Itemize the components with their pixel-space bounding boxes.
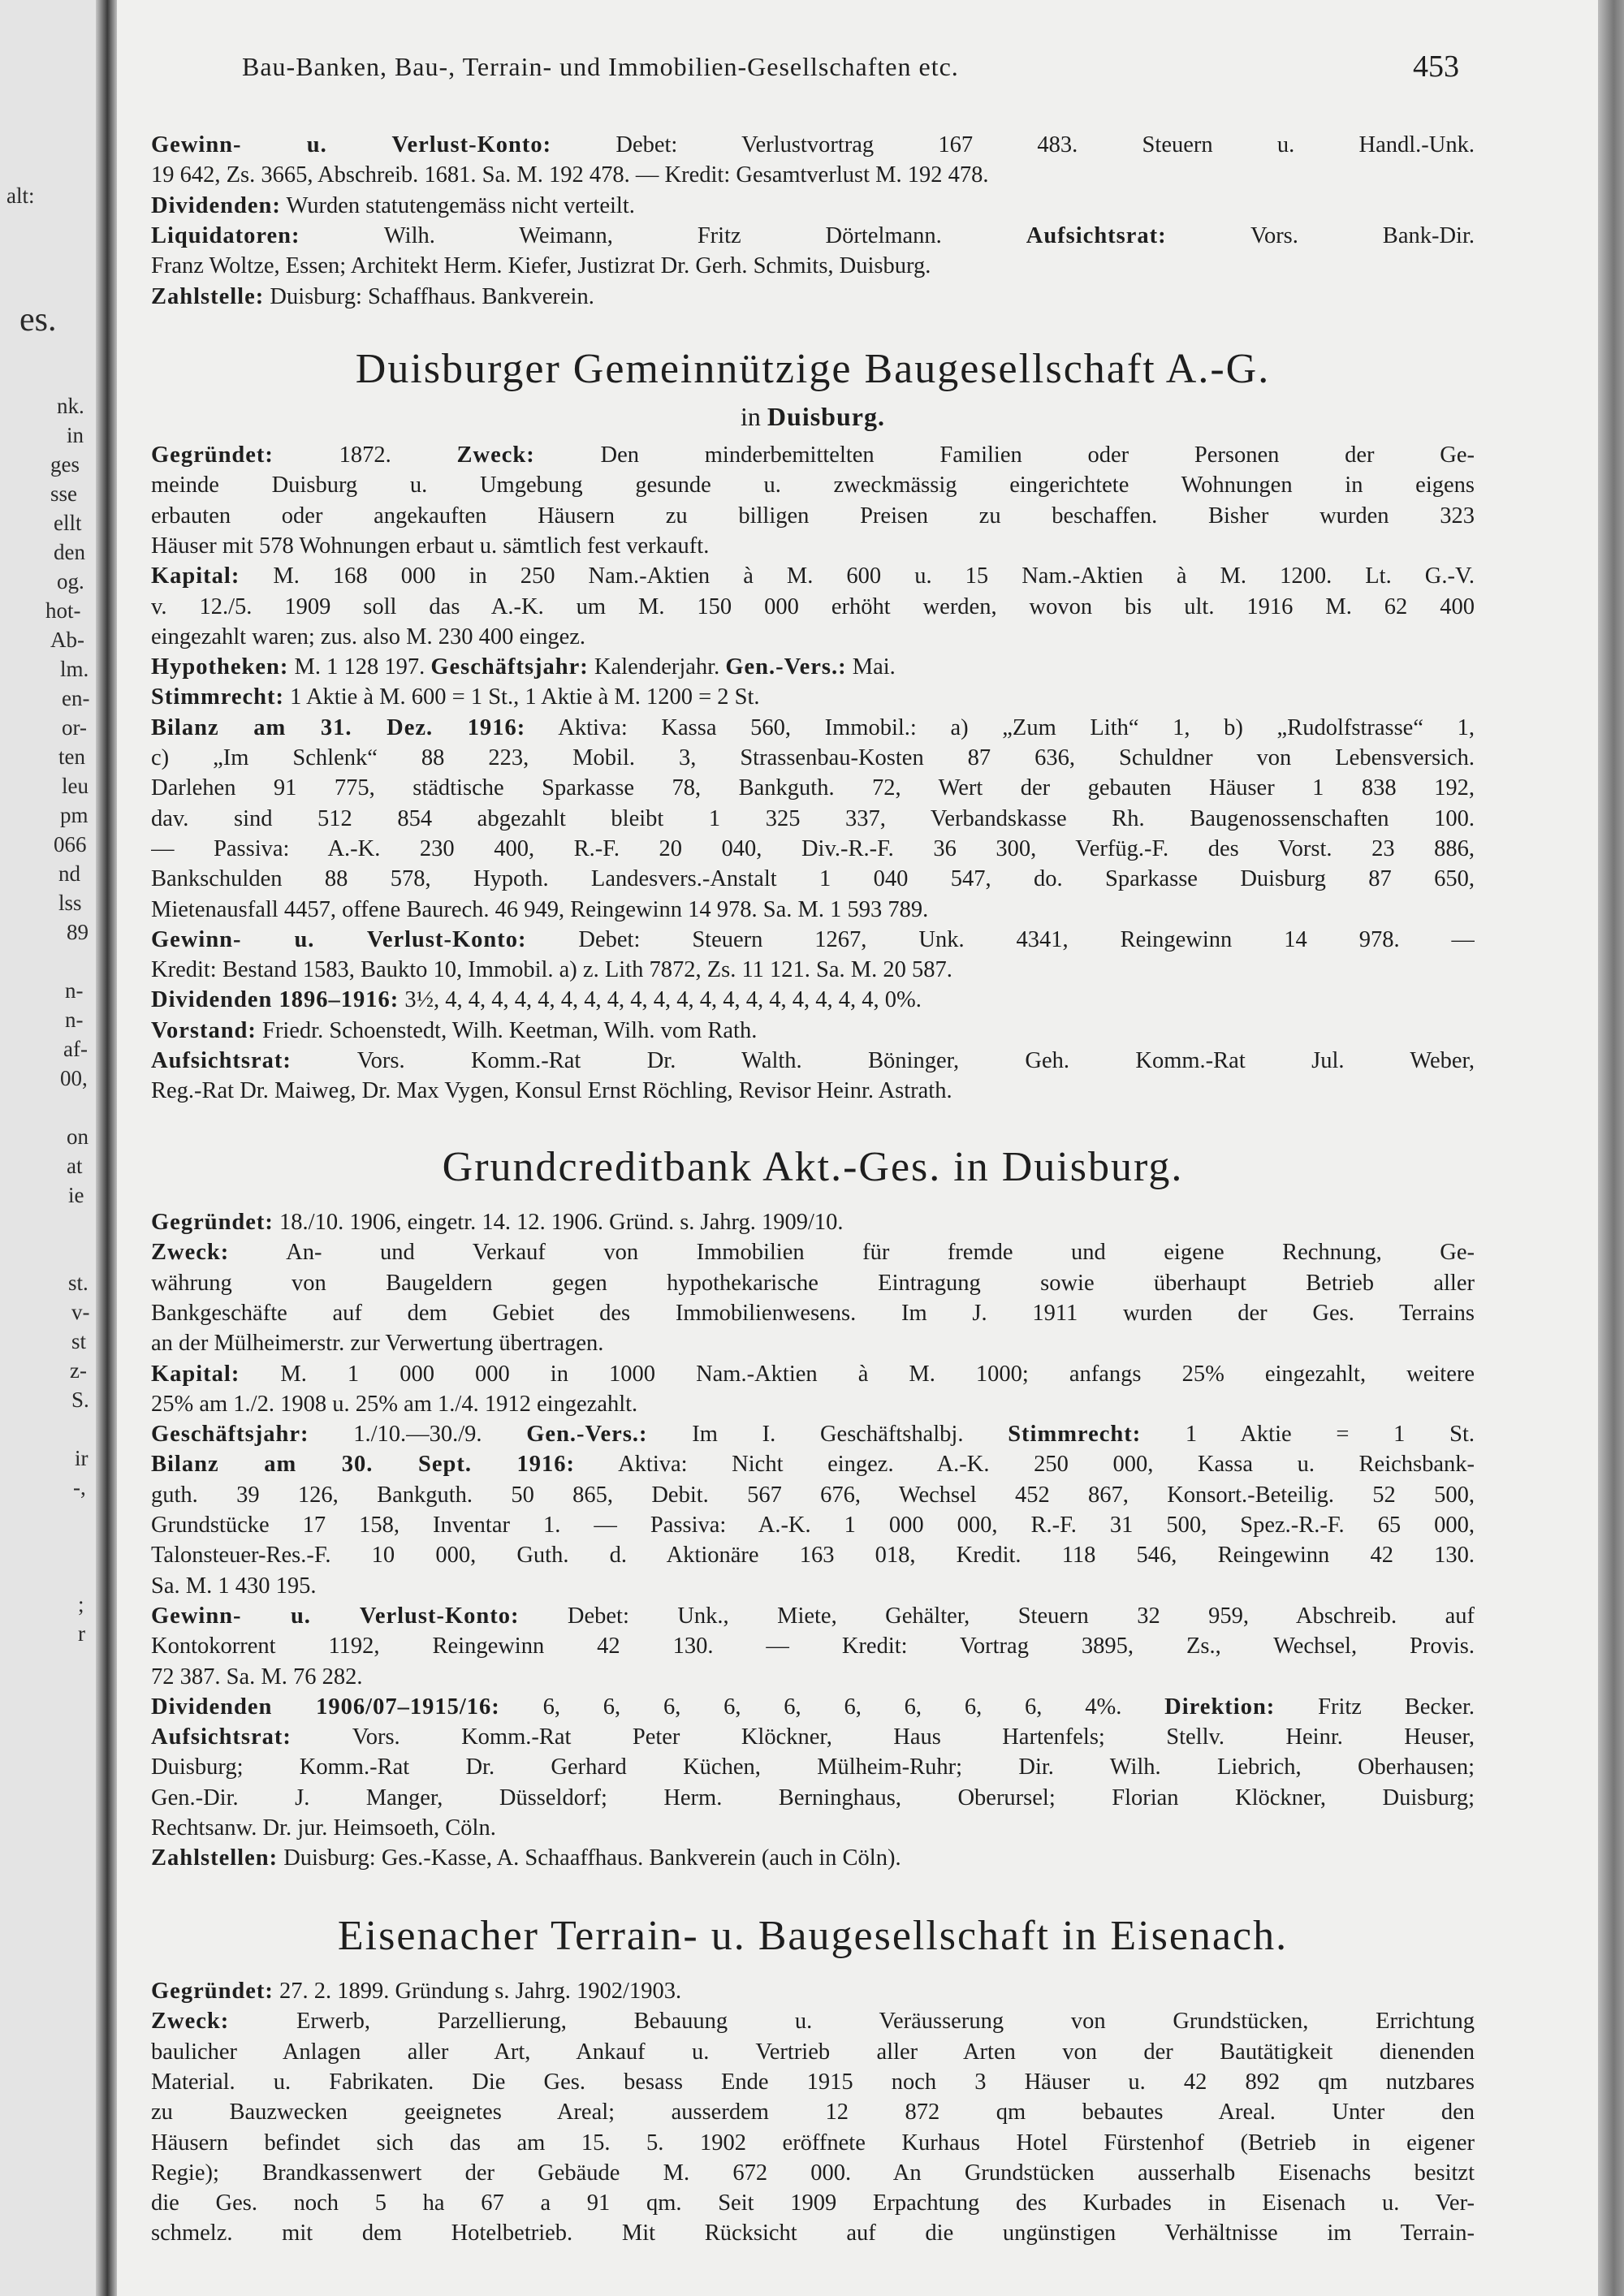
field-label: Bilanz am 30. Sept. 1916:	[151, 1452, 576, 1478]
text-line	[151, 503, 1475, 529]
field-text: — Passiva: A.-K. 230 400, R.-F. 20 040, Div.-R.-F. 36 300, Verfüg.-F. des Vorst. 23 886,	[151, 835, 1475, 861]
field-text: währung von Baugeldern gegen hypothekarische Eintragung sowie überhaupt Betrieb aller	[151, 1270, 1475, 1296]
field-text: Debet: Verlustvortrag 167 483. Steuern u. Handl.-Unk.	[551, 132, 1475, 158]
field-text: M. 168 000 in 250 Nam.-Aktien à M. 600 u. 15 Nam.-Aktien à M. 1200. Lt. G.-V.	[240, 563, 1475, 589]
field-text: Debet: Unk., Miete, Gehälter, Steuern 32 959, Abschreib. auf	[519, 1603, 1475, 1629]
field-text: Vors. Komm.-Rat Dr. Walth. Böninger, Geh. Komm.-Rat Jul. Weber,	[291, 1048, 1475, 1073]
field-label: Gegründet:	[151, 442, 274, 468]
field-text: Darlehen 91 775, städtische Sparkasse 78, Bankguth. 72, Wert der gebauten Häuser 1 838 192,	[151, 775, 1475, 801]
field-label: Liquidatoren:	[151, 222, 300, 248]
margin-fragment: n-	[65, 1008, 84, 1032]
margin-fragment: en-	[62, 686, 90, 710]
text-line	[151, 624, 1475, 650]
field-label: Zahlstellen:	[151, 1845, 279, 1871]
margin-fragment: 066	[54, 832, 87, 857]
margin-fragment: v-	[71, 1300, 90, 1324]
margin-fragment: alt:	[6, 183, 35, 208]
text-line	[151, 284, 1475, 309]
field-text: 25% am 1./2. 1908 u. 25% am 1./4. 1912 eingezahlt.	[151, 1391, 638, 1417]
text-line	[151, 473, 1475, 498]
text-line	[151, 2190, 1475, 2216]
field-text: Im I. Geschäftshalbj.	[647, 1422, 964, 1448]
field-text: Duisburg; Komm.-Rat Dr. Gerhard Küchen, Mülheim-Ruhr; Dir. Wilh. Liebrich, Oberhausen;	[151, 1754, 1475, 1780]
field-text: Wilh. Weimann, Fritz Dörtelmann.	[300, 222, 942, 248]
text-line	[151, 715, 1475, 740]
text-line	[151, 594, 1475, 619]
text-line	[151, 1078, 1475, 1103]
margin-fragment: lss	[58, 891, 82, 915]
text-line	[151, 1271, 1475, 1296]
field-text: Franz Woltze, Essen; Architekt Herm. Kiefer, Justizrat Dr. Gerh. Schmits, Duisburg.	[151, 253, 931, 279]
field-text: Fritz Becker.	[1275, 1694, 1475, 1720]
field-label: Gewinn- u. Verlust-Konto:	[151, 1603, 520, 1629]
field-label: Stimmrecht:	[1008, 1422, 1142, 1448]
text-line	[151, 253, 1475, 278]
text-line	[151, 775, 1475, 801]
text-line	[151, 223, 1475, 248]
text-line	[151, 193, 1475, 218]
margin-fragment: nd	[58, 861, 80, 886]
field-text: Grundstücke 17 158, Inventar 1. — Passiva: A.-K. 1 000 000, R.-F. 31 500, Spez.-R.-F. 65 000,	[151, 1513, 1475, 1538]
text-line	[151, 1240, 1475, 1265]
text-line	[151, 927, 1475, 952]
field-text: 3½, 4, 4, 4, 4, 4, 4, 4, 4, 4, 4, 4, 4, 4, 4, 4, 4, 4, 4, 4, 0%.	[399, 987, 922, 1013]
field-label: Gen.-Vers.:	[526, 1422, 648, 1448]
text-line	[151, 1018, 1475, 1043]
text-line	[151, 957, 1475, 982]
field-text: 19 642, Zs. 3665, Abschreib. 1681. Sa. M. 192 478. — Kredit: Gesamtverlust M. 192 478.	[151, 162, 989, 188]
text-line	[151, 2069, 1475, 2095]
margin-fragment: Ab-	[50, 628, 84, 652]
text-line	[151, 1979, 1475, 2004]
field-label: Aufsichtsrat:	[1026, 222, 1167, 248]
field-label: Zahlstelle:	[151, 283, 265, 309]
field-label: Dividenden:	[151, 192, 281, 218]
field-text: Den minderbemittelten Familien oder Personen der Ge-	[534, 442, 1475, 468]
field-text: Wurden statutengemäss nicht verteilt.	[280, 192, 635, 218]
field-text: Rechtsanw. Dr. jur. Heimsoeth, Cöln.	[151, 1815, 496, 1841]
text-line	[151, 1845, 1475, 1871]
field-text: dav. sind 512 854 abgezahlt bleibt 1 325 337, Verbandskasse Rh. Baugenossenschaften 100.	[151, 805, 1475, 831]
margin-fragment: den	[54, 540, 85, 564]
field-text: Duisburg: Schaffhaus. Bankverein.	[264, 283, 594, 309]
margin-fragment: hot-	[45, 598, 81, 623]
field-text: 1872.	[273, 442, 391, 468]
field-text: Aktiva: Kassa 560, Immobil.: a) „Zum Lith“ 1, b) „Rudolfstrasse“ 1,	[525, 714, 1475, 740]
entry-title: Eisenacher Terrain- u. Baugesellschaft in Eisenach.	[337, 1913, 1289, 1959]
margin-fragment: ges	[50, 452, 80, 477]
text-line	[151, 1785, 1475, 1810]
text-line	[151, 1048, 1475, 1073]
field-text: erbauten oder angekauften Häusern zu billigen Preisen zu beschaffen. Bisher wurden 323	[151, 503, 1475, 529]
margin-fragment: 89	[67, 920, 89, 944]
margin-fragment: st	[71, 1329, 87, 1353]
field-text: 6, 6, 6, 6, 6, 6, 6, 6, 6, 4%.	[499, 1694, 1122, 1720]
margin-fragment: r	[78, 1621, 85, 1646]
field-text: guth. 39 126, Bankguth. 50 865, Debit. 567 676, Wechsel 452 867, Konsort.-Beteilig. 52 500,	[151, 1482, 1475, 1508]
field-text: Bankgeschäfte auf dem Gebiet des Immobilienwesens. Im J. 1911 wurden der Ges. Terrains	[151, 1300, 1475, 1326]
field-text: Friedr. Schoenstedt, Wilh. Keetman, Wilh. vom Rath.	[256, 1017, 758, 1043]
field-label: Aufsichtsrat:	[151, 1724, 292, 1750]
text-line	[151, 1331, 1475, 1356]
text-line	[151, 745, 1475, 770]
field-text: Kredit: Bestand 1583, Baukto 10, Immobil. a) z. Lith 7872, Zs. 11 121. Sa. M. 20 587.	[151, 957, 952, 983]
field-label: Kapital:	[151, 1361, 240, 1387]
text-line	[151, 836, 1475, 861]
margin-fragment: sse	[50, 481, 77, 506]
field-label: Gewinn- u. Verlust-Konto:	[151, 926, 527, 952]
margin-fragment: og.	[57, 569, 84, 593]
text-line	[151, 2130, 1475, 2156]
text-line	[151, 1210, 1475, 1235]
text-line	[151, 162, 1475, 188]
field-label: Gegründet:	[151, 1979, 274, 2004]
text-line	[151, 654, 1475, 680]
field-text: zu Bauzwecken geeignetes Areal; ausserdem 12 872 qm bebautes Areal. Unter den	[151, 2100, 1475, 2126]
field-label: Dividenden 1896–1916:	[151, 987, 400, 1013]
field-text: Häuser mit 578 Wohnungen erbaut u. sämtlich fest verkauft.	[151, 533, 710, 559]
text-line	[151, 987, 1475, 1012]
margin-fragment: leu	[62, 774, 89, 798]
field-text: Sa. M. 1 430 195.	[151, 1573, 317, 1599]
field-text: Aktiva: Nicht eingez. A.-K. 250 000, Kassa u. Reichsbank-	[575, 1452, 1475, 1478]
field-text: v. 12./5. 1909 soll das A.-K. um M. 150 000 erhöht werden, wovon bis ult. 1916 M. 62 400	[151, 593, 1475, 619]
field-text: 18./10. 1906, eingetr. 14. 12. 1906. Gründ. s. Jahrg. 1909/10.	[273, 1210, 844, 1235]
field-text: Gen.-Dir. J. Manger, Düsseldorf; Herm. Berninghaus, Oberursel; Florian Klöckner, Duisburg;	[151, 1785, 1475, 1810]
field-label: Gen.-Vers.:	[725, 654, 847, 680]
text-line	[151, 2039, 1475, 2065]
text-line	[151, 2100, 1475, 2125]
field-text: meinde Duisburg u. Umgebung gesunde u. zweckmässig eingerichtete Wohnungen in eigens	[151, 473, 1475, 498]
margin-fragment: es.	[19, 301, 57, 339]
field-text: Mietenausfall 4457, offene Baurech. 46 949, Reingewinn 14 978. Sa. M. 1 593 789.	[151, 896, 929, 922]
field-text: An- und Verkauf von Immobilien für fremde und eigene Rechnung, Ge-	[229, 1240, 1475, 1266]
field-text: Erwerb, Parzellierung, Bebauung u. Veräusserung von Grundstücken, Errichtung	[229, 2009, 1475, 2035]
field-label: Geschäftsjahr:	[151, 1422, 309, 1448]
entry-title: Grundcreditbank Akt.-Ges. in Duisburg.	[442, 1144, 1184, 1190]
margin-fragment: z-	[70, 1358, 87, 1383]
text-line	[151, 1301, 1475, 1326]
field-text: Kontokorrent 1192, Reingewinn 42 130. — Kredit: Vortrag 3895, Zs., Wechsel, Provis.	[151, 1634, 1475, 1659]
field-label: Hypotheken:	[151, 654, 289, 680]
text-line	[151, 897, 1475, 922]
text-line	[151, 132, 1475, 158]
field-text: Duisburg: Ges.-Kasse, A. Schaaffhaus. Bankverein (auch in Cöln).	[278, 1845, 901, 1871]
entry-subtitle	[151, 402, 1475, 432]
field-text: Mai.	[846, 654, 896, 680]
running-head: Bau-Banken, Bau-, Terrain- und Immobilien-Gesellschaften etc.	[242, 52, 959, 81]
field-text: Bankschulden 88 578, Hypoth. Landesvers.-Anstalt 1 040 547, do. Sparkasse Duisburg 87 650,	[151, 866, 1475, 892]
page-number: 453	[1413, 50, 1459, 84]
page-edge	[1598, 0, 1624, 2296]
margin-fragment: S.	[71, 1388, 89, 1412]
field-label: Zweck:	[151, 1240, 230, 1266]
field-label: Aufsichtsrat:	[151, 1048, 292, 1073]
text-line	[151, 1694, 1475, 1720]
entry-title: Duisburger Gemeinnützige Baugesellschaft A.-G.	[355, 346, 1271, 392]
field-label: Gewinn- u. Verlust-Konto:	[151, 132, 552, 158]
text-line	[151, 1392, 1475, 1417]
field-label: Dividenden 1906/07–1915/16:	[151, 1694, 500, 1720]
text-line	[151, 533, 1475, 559]
text-line	[151, 1634, 1475, 1659]
text-line	[151, 684, 1475, 710]
field-text: M. 1 000 000 in 1000 Nam.-Aktien à M. 1000; anfangs 25% eingezahlt, weitere	[240, 1361, 1475, 1387]
margin-fragment: lm.	[60, 657, 89, 681]
text-line	[151, 1482, 1475, 1508]
field-text: Kalenderjahr.	[588, 654, 720, 680]
field-text: Talonsteuer-Res.-F. 10 000, Guth. d. Aktionäre 163 018, Kredit. 118 546, Reingewinn 42 130.	[151, 1543, 1475, 1569]
subtitle-prefix: in	[741, 402, 761, 431]
margin-fragment: ellt	[54, 511, 82, 535]
margin-fragment: st.	[68, 1271, 89, 1295]
text-line	[151, 442, 1475, 468]
text-line	[151, 2009, 1475, 2034]
text-line	[151, 866, 1475, 891]
text-line	[151, 1815, 1475, 1841]
margin-fragment: pm	[60, 803, 89, 827]
margin-fragment: n-	[65, 978, 84, 1003]
field-text: 72 387. Sa. M. 76 282.	[151, 1664, 363, 1690]
field-text: Häusern befindet sich das am 15. 5. 1902 eröffnete Kurhaus Hotel Fürstenhof (Betrieb in eigener	[151, 2130, 1475, 2156]
margin-fragment: in	[67, 423, 84, 447]
margin-fragment: nk.	[57, 394, 84, 418]
text-line	[151, 1543, 1475, 1568]
field-text: Regie); Brandkassenwert der Gebäude M. 672 000. An Grundstücken ausserhalb Eisenachs besitzt	[151, 2160, 1475, 2186]
field-label: Kapital:	[151, 563, 240, 589]
text-line	[151, 1724, 1475, 1750]
field-text: Material. u. Fabrikaten. Die Ges. besass Ende 1915 noch 3 Häuser u. 42 892 qm nutzbares	[151, 2069, 1475, 2095]
margin-fragment: ir	[75, 1446, 89, 1470]
text-line	[151, 1422, 1475, 1447]
field-text: 27. 2. 1899. Gründung s. Jahrg. 1902/1903.	[273, 1979, 682, 2004]
margin-fragment: or-	[62, 715, 87, 740]
field-text: Reg.-Rat Dr. Maiweg, Dr. Max Vygen, Konsul Ernst Röchling, Revisor Heinr. Astrath.	[151, 1078, 952, 1104]
text-line	[151, 1452, 1475, 1477]
margin-fragment: 00,	[60, 1066, 88, 1090]
text-line	[151, 1573, 1475, 1599]
field-label: Vorstand:	[151, 1017, 257, 1043]
text-line	[151, 563, 1475, 589]
text-line	[151, 1513, 1475, 1538]
text-line	[151, 2220, 1475, 2246]
margin-fragment: af-	[63, 1037, 88, 1061]
text-line	[151, 806, 1475, 831]
field-text: c) „Im Schlenk“ 88 223, Mobil. 3, Strassenbau-Kosten 87 636, Schuldner von Lebensversich.	[151, 745, 1475, 770]
field-text: die Ges. noch 5 ha 67 a 91 qm. Seit 1909 Erpachtung des Kurbades in Eisenach u. Ver-	[151, 2190, 1475, 2216]
margin-fragment: ;	[78, 1592, 84, 1616]
field-text: an der Mülheimerstr. zur Verwertung übertragen.	[151, 1331, 604, 1357]
text-line	[151, 1664, 1475, 1690]
field-label: Gegründet:	[151, 1210, 274, 1235]
field-label: Zweck:	[456, 442, 535, 468]
margin-fragment: -,	[73, 1475, 86, 1500]
field-text: 1./10.—30./9.	[309, 1422, 482, 1448]
field-label: Direktion:	[1164, 1694, 1276, 1720]
field-text: baulicher Anlagen aller Art, Ankauf u. Vertrieb aller Arten von der Bautätigkeit dienenden	[151, 2039, 1475, 2065]
field-text: 1 Aktie à M. 600 = 1 St., 1 Aktie à M. 1200 = 2 St.	[284, 684, 760, 710]
field-text: 1 Aktie = 1 St.	[1141, 1422, 1475, 1448]
field-text: Vors. Bank-Dir.	[1166, 222, 1475, 248]
field-text: Vors. Komm.-Rat Peter Klöckner, Haus Hartenfels; Stellv. Heinr. Heuser,	[291, 1724, 1475, 1750]
field-text: schmelz. mit dem Hotelbetrieb. Mit Rücksicht auf die ungünstigen Verhältnisse im Terrain-	[151, 2220, 1475, 2246]
field-label: Zweck:	[151, 2009, 230, 2035]
field-text: Debet: Steuern 1267, Unk. 4341, Reingewinn 14 978. —	[526, 926, 1475, 952]
margin-fragment: at	[67, 1154, 83, 1178]
margin-fragment: ie	[68, 1183, 84, 1207]
field-label: Stimmrecht:	[151, 684, 285, 710]
field-label: Geschäftsjahr:	[430, 654, 589, 680]
field-text: eingezahlt waren; zus. also M. 230 400 eingez.	[151, 624, 586, 650]
margin-fragment: on	[67, 1124, 89, 1149]
subtitle-city: Duisburg.	[767, 402, 885, 431]
margin-fragment: ten	[58, 744, 85, 769]
field-text: M. 1 128 197.	[288, 654, 425, 680]
book-gutter	[96, 0, 117, 2296]
field-label: Bilanz am 31. Dez. 1916:	[151, 714, 526, 740]
text-line	[151, 1603, 1475, 1629]
text-line	[151, 1754, 1475, 1780]
text-line	[151, 2160, 1475, 2186]
text-line	[151, 1362, 1475, 1387]
